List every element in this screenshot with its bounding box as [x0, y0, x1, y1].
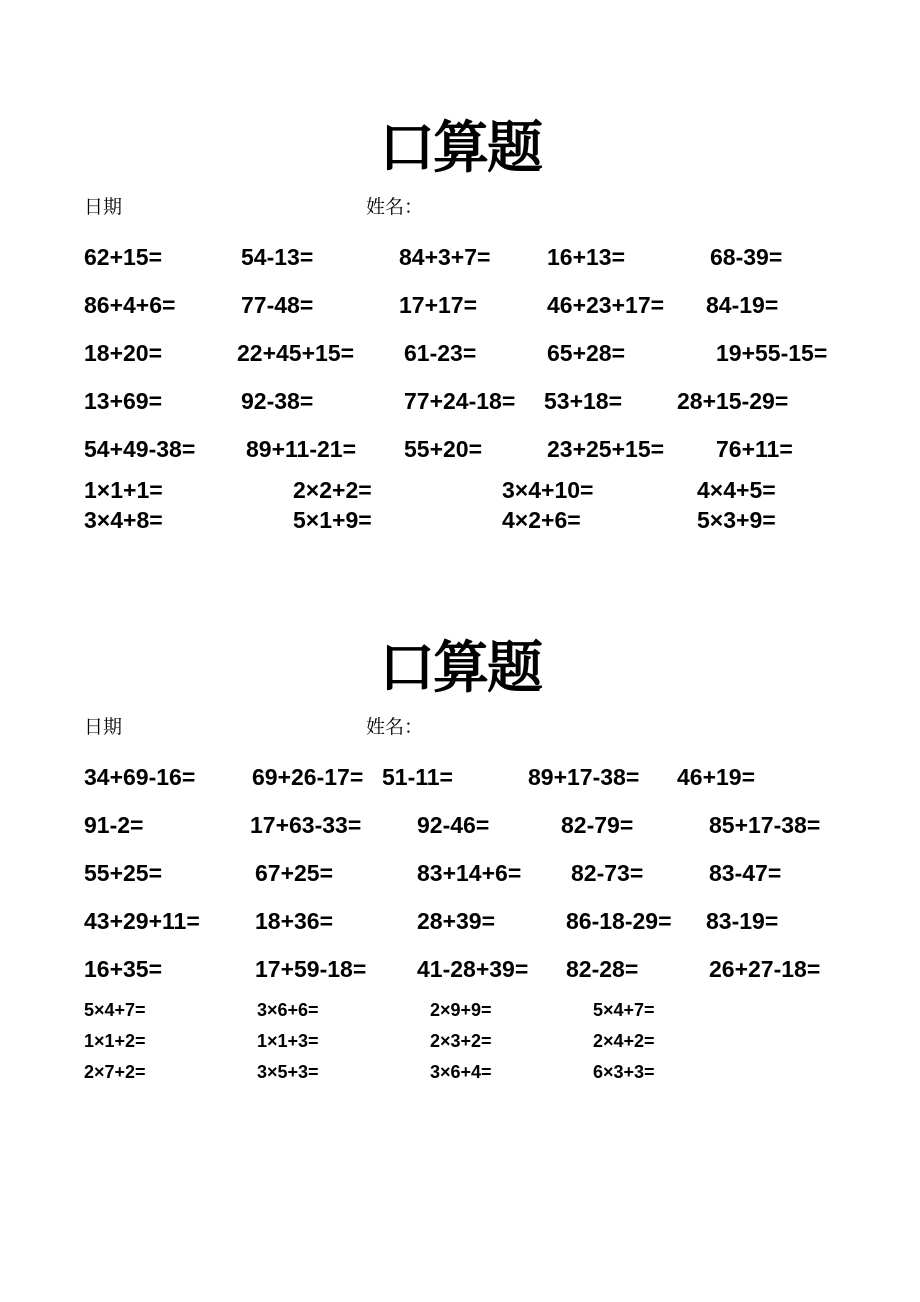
- problem: 54-13=: [241, 244, 314, 270]
- multiplication-problem: 3×6+4=: [430, 1062, 492, 1082]
- problem: 83-19=: [706, 908, 779, 934]
- problem: 17+59-18=: [255, 956, 367, 982]
- problem: 86-18-29=: [566, 908, 672, 934]
- problem: 55+20=: [404, 436, 483, 462]
- multiplication-problem: 2×7+2=: [84, 1062, 146, 1082]
- multiplication-problem: 3×4+8=: [84, 507, 163, 533]
- multiplication-problem: 2×3+2=: [430, 1031, 492, 1051]
- problem: 46+19=: [677, 764, 756, 790]
- problem: 23+25+15=: [547, 436, 665, 462]
- worksheet-title: 口算题: [379, 635, 541, 701]
- multiplication-problem: 5×3+9=: [697, 507, 776, 533]
- problem: 28+15-29=: [677, 388, 789, 414]
- problem: 92-46=: [417, 812, 490, 838]
- multiplication-problem: 2×2+2=: [293, 477, 372, 503]
- problem: 86+4+6=: [84, 292, 176, 318]
- multiplication-problem: 1×1+1=: [84, 477, 163, 503]
- problem: 65+28=: [547, 340, 626, 366]
- problem: 84-19=: [706, 292, 779, 318]
- problem: 85+17-38=: [709, 812, 821, 838]
- multiplication-problem: 2×4+2=: [593, 1031, 655, 1051]
- problem: 91-2=: [84, 812, 144, 838]
- problem: 82-28=: [566, 956, 639, 982]
- multiplication-problem: 3×4+10=: [502, 477, 594, 503]
- problem: 92-38=: [241, 388, 314, 414]
- problem: 22+45+15=: [237, 340, 355, 366]
- multiplication-problem: 1×1+3=: [257, 1031, 319, 1051]
- problem: 77-48=: [241, 292, 314, 318]
- multiplication-problem: 3×6+6=: [257, 1000, 319, 1020]
- problem: 13+69=: [84, 388, 163, 414]
- problem: 89+11-21=: [246, 436, 357, 462]
- problem: 51-11=: [382, 764, 453, 790]
- problem: 16+13=: [547, 244, 626, 270]
- problem: 82-73=: [571, 860, 644, 886]
- multiplication-problem: 5×4+7=: [593, 1000, 655, 1020]
- multiplication-problem: 6×3+3=: [593, 1062, 655, 1082]
- problem: 54+49-38=: [84, 436, 196, 462]
- problem: 46+23+17=: [547, 292, 665, 318]
- multiplication-problem: 4×2+6=: [502, 507, 581, 533]
- multiplication-problem: 5×1+9=: [293, 507, 372, 533]
- problem: 76+11=: [716, 436, 793, 462]
- problem: 41-28+39=: [417, 956, 529, 982]
- problem: 67+25=: [255, 860, 334, 886]
- problem: 17+63-33=: [250, 812, 362, 838]
- date-label: 日期: [84, 716, 123, 738]
- name-label: 姓名：: [366, 716, 424, 738]
- multiplication-problem: 1×1+2=: [84, 1031, 146, 1051]
- problem: 77+24-18=: [404, 388, 516, 414]
- problem: 43+29+11=: [84, 908, 200, 934]
- problem: 83+14+6=: [417, 860, 522, 886]
- problem: 17+17=: [399, 292, 478, 318]
- problem: 26+27-18=: [709, 956, 821, 982]
- problem: 84+3+7=: [399, 244, 491, 270]
- name-label: 姓名：: [366, 196, 424, 218]
- worksheet-title: 口算题: [379, 115, 541, 181]
- problem: 89+17-38=: [528, 764, 640, 790]
- problem: 55+25=: [84, 860, 163, 886]
- multiplication-problem: 2×9+9=: [430, 1000, 492, 1020]
- problem: 62+15=: [84, 244, 163, 270]
- problem: 53+18=: [544, 388, 623, 414]
- problem: 68-39=: [710, 244, 783, 270]
- multiplication-problem: 4×4+5=: [697, 477, 776, 503]
- problem: 83-47=: [709, 860, 782, 886]
- problem: 19+55-15=: [716, 340, 828, 366]
- problem: 69+26-17=: [252, 764, 364, 790]
- problem: 18+20=: [84, 340, 163, 366]
- problem: 16+35=: [84, 956, 163, 982]
- multiplication-problem: 5×4+7=: [84, 1000, 146, 1020]
- problem: 34+69-16=: [84, 764, 196, 790]
- problem: 82-79=: [561, 812, 634, 838]
- problem: 18+36=: [255, 908, 334, 934]
- multiplication-problem: 3×5+3=: [257, 1062, 319, 1082]
- date-label: 日期: [84, 196, 123, 218]
- problem: 28+39=: [417, 908, 496, 934]
- problem: 61-23=: [404, 340, 477, 366]
